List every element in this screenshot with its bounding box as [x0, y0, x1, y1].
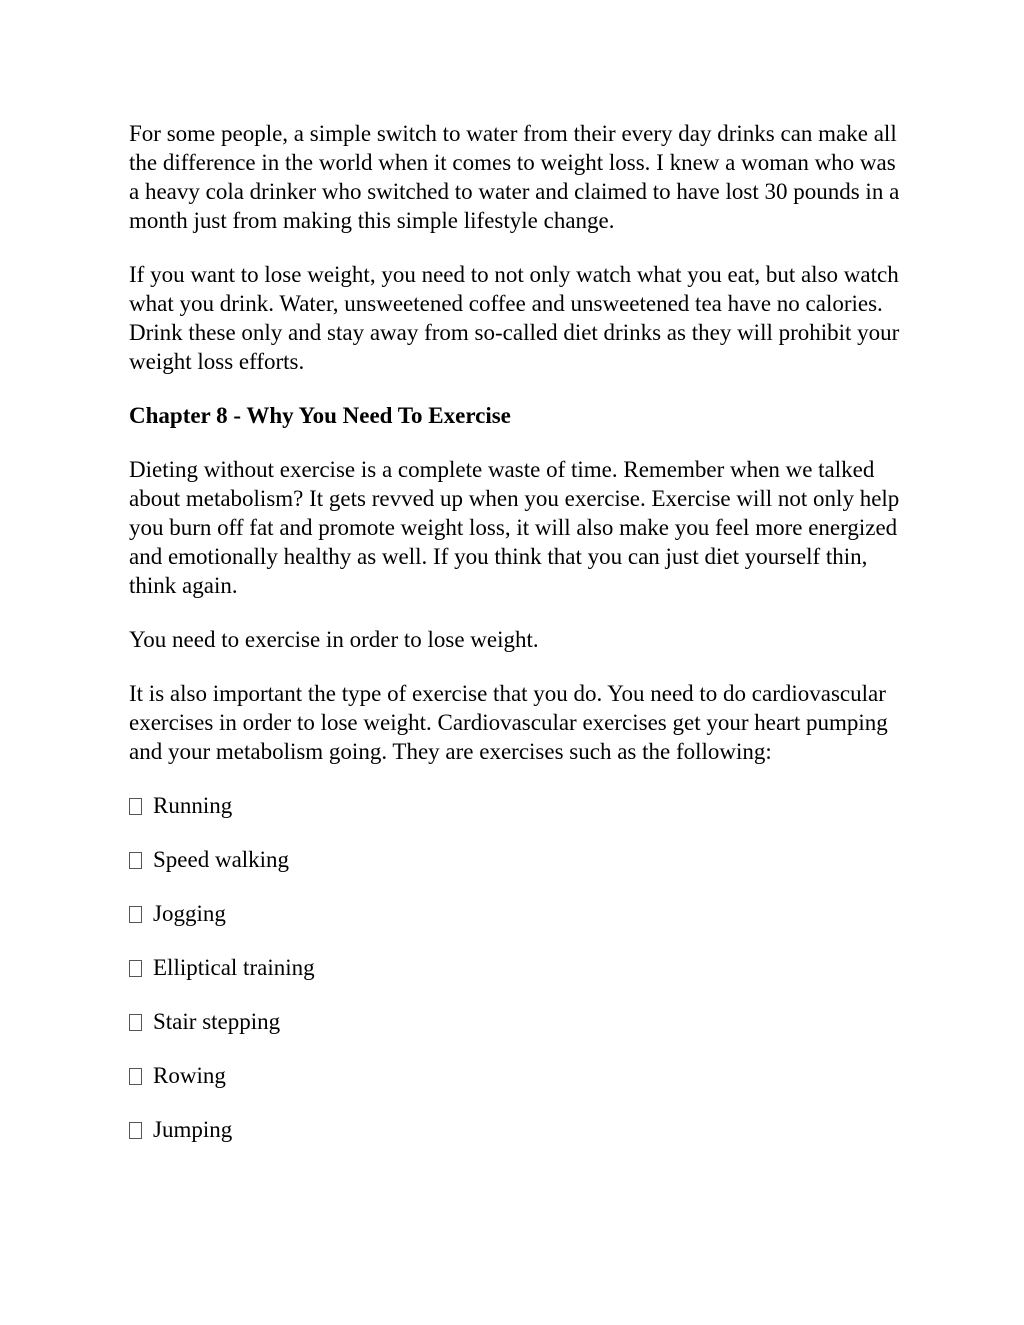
missing-glyph-box-icon: [129, 960, 142, 977]
list-item-label: Running: [153, 793, 233, 818]
list-item-label: Jumping: [153, 1117, 233, 1142]
missing-glyph-box-icon: [129, 852, 142, 869]
paragraph-type-of-exercise: It is also important the type of exercise that you do. You need to do cardiovascular exercises in order to lose weight. Cardiovascular exercises get your heart pumping and your metabolism going. They are exercises such as the following:: [129, 681, 888, 764]
list-item: [129, 791, 909, 820]
missing-glyph-box-icon: [129, 1122, 142, 1139]
list-item: [129, 899, 909, 928]
list-item: [129, 1115, 909, 1144]
chapter-heading: Chapter 8 - Why You Need To Exercise: [129, 403, 511, 428]
missing-glyph-box-icon: [129, 906, 142, 923]
list-item: [129, 845, 909, 874]
list-item: [129, 953, 909, 982]
missing-glyph-box-icon: [129, 1068, 142, 1085]
exercise-list: [129, 791, 909, 1144]
paragraph-dieting-without-exercise: Dieting without exercise is a complete waste of time. Remember when we talked about metabolism? It gets revved up when you exercise. Exercise will not only help you burn off fat and promote weight loss, it will also make you feel more energized and emotionally healthy as well. If you think that you can just diet yourself thin, think again.: [129, 457, 900, 598]
missing-glyph-box-icon: [129, 1014, 142, 1031]
paragraph-water-switch: For some people, a simple switch to water from their every day drinks can make all the difference in the world when it comes to weight loss. I knew a woman who was a heavy cola drinker who switched to water and claimed to have lost 30 pounds in a month just from making this simple lifestyle change.: [129, 121, 900, 233]
document-page: [129, 119, 909, 1169]
list-item-label: Stair stepping: [153, 1009, 281, 1034]
paragraph-watch-drinks: If you want to lose weight, you need to not only watch what you eat, but also watch what you drink. Water, unsweetened coffee and unsweetened tea have no calories. Drink these only and stay away from so-called diet drinks as they will prohibit your weight loss efforts.: [129, 262, 900, 374]
missing-glyph-box-icon: [129, 798, 142, 815]
paragraph-need-to-exercise: You need to exercise in order to lose weight.: [129, 627, 539, 652]
list-item: [129, 1007, 909, 1036]
list-item: [129, 1061, 909, 1090]
list-item-label: Speed walking: [153, 847, 290, 872]
list-item-label: Elliptical training: [153, 955, 315, 980]
list-item-label: Rowing: [153, 1063, 226, 1088]
list-item-label: Jogging: [153, 901, 226, 926]
